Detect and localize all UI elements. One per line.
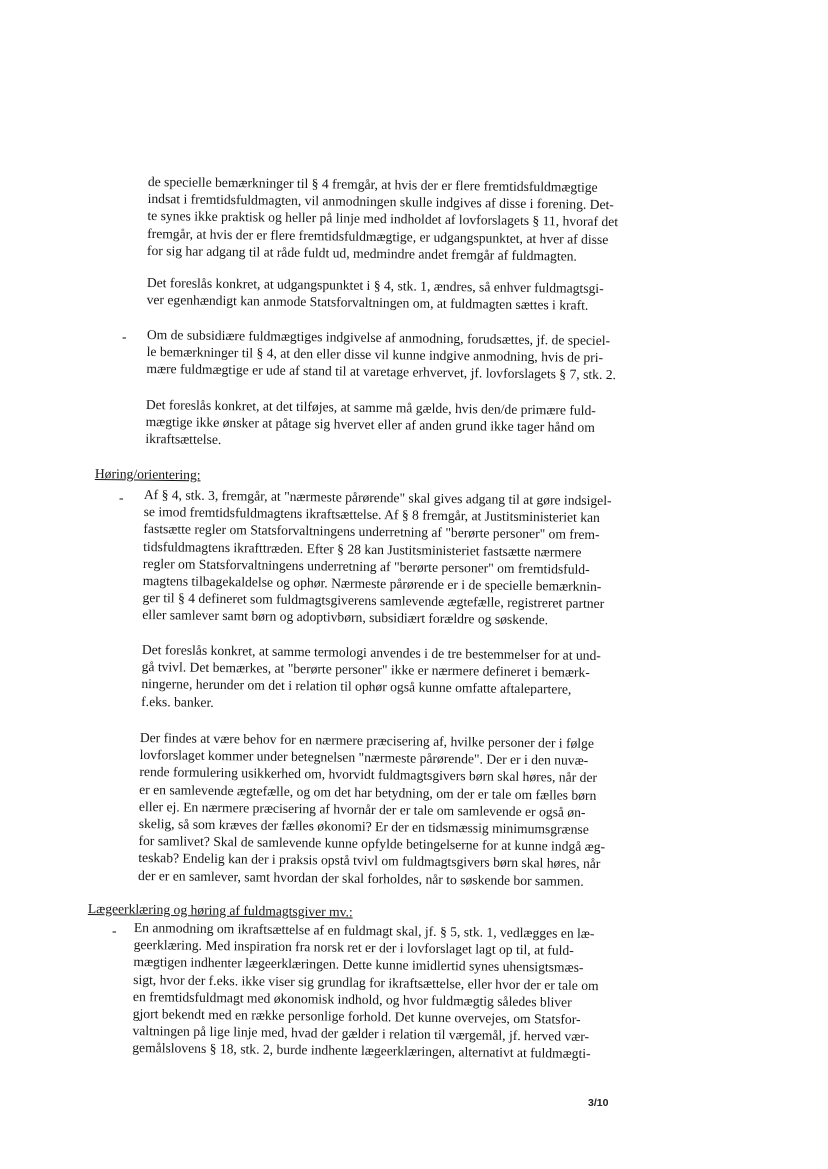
text-line: valtningen på lige linje med, hvad der gælder i relation til værgemål, jf. herved vær- (132, 1023, 590, 1045)
text-line: skelig, så som kræves der fælles økonomi? Er der en tidsmæssig minimumsgrænse (138, 816, 589, 837)
text-line: mære fuldmægtige er ude af stand til at varetage erhvervet, jf. lovforslagets § 7, stk. 2. (146, 361, 617, 383)
text-line: gjort bekendt med en række personlige forhold. Det kunne overvejes, om Statsfor- (132, 1006, 581, 1027)
paragraph (145, 396, 644, 454)
text-line: geerklæring. Med inspiration fra norsk ret er der i lovforslaget lagt op til, at fuld- (133, 937, 574, 958)
text-line: tidsfuldmagtens ikrafttræden. Efter § 28 kan Justitsministeriet fastsætte nærmere (143, 538, 582, 560)
text-line: gå tvivl. Det bemærkes, at "berørte personer" ikke er nærmere defineret i bemærk- (141, 659, 590, 681)
text-line: ningerne, herunder om det i relation til ophør også kunne omfatte aftalepartere, (141, 676, 572, 698)
section-heading: Lægeerklæring og høring af fuldmagtsgiver mv.: (87, 900, 353, 920)
text-line: le bemærkninger til § 4, at den eller disse vil kunne indgive anmodning, hvis de pri- (146, 344, 604, 366)
section-heading: Høring/orientering: (94, 465, 201, 483)
text-line: Det foreslås konkret, at samme termologi anvendes i de tre bestemmelser for at und- (141, 641, 601, 664)
text-line: er en samlevende ægtefælle, og om det har betydning, om der er tale om fælles børn (139, 781, 597, 803)
text-line: f.eks. banker. (141, 693, 214, 710)
paragraph (132, 919, 632, 1063)
text-line: Om de subsidiære fuldmægtiges indgivelse af anmodning, forudsættes, jf. de speciel- (146, 326, 611, 349)
text-line: for sig har adgang til at råde fuldt ud, medmindre andet fremgår af fuldmagten. (146, 242, 577, 264)
paragraph (146, 326, 645, 384)
text-line: eller samlever samt børn og adoptivbørn, subsidiært forældre og søskende. (142, 607, 549, 628)
bullet-marker: - (119, 490, 124, 505)
paragraph (147, 274, 645, 315)
text-line: eller ej. En nærmere præcisering af hvornår der er tale om samlevende er også øn- (138, 798, 586, 820)
text-line: rende formulering usikkerhed om, hvorvidt fuldmagtsgivers børn skal høres, når der (139, 764, 598, 786)
text-line: regler om Statsforvaltningens underretning af "berørte personer" om fremtidsfuld- (142, 555, 590, 577)
text-line: der er en samlever, samt hvordan der skal forholdes, når to søskende bor sammen. (137, 867, 584, 889)
text-line: for samlivet? Skal de samlevende kunne opfylde betingelserne for at kunne indgå æg- (138, 833, 606, 855)
text-line: Af § 4, stk. 3, fremgår, at "nærmeste pårørende" skal gives adgang til at gøre indsigel- (143, 486, 612, 509)
text-line: fastsætte regler om Statsforvaltningens underretning af "berørte personer" om frem- (143, 521, 600, 543)
bullet-marker: - (112, 923, 117, 938)
text-line: teskab? Endelig kan der i praksis opstå tvivl om fuldmagtsgivers børn skal høres, når (138, 850, 601, 872)
text-line: En anmodning om ikraftsættelse af en fuldmagt skal, jf. § 5, stk. 1, vedlægges en læ- (133, 919, 595, 942)
text-line: ikraftsættelse. (145, 431, 222, 448)
text-line: en fremtidsfuldmagt med økonomisk indhold, og hvor fuldmægtig således bliver (132, 988, 572, 1010)
text-line: indsat i fremtidsfuldmagten, vil anmodningen skulle indgives af disse i forening. Det- (147, 191, 614, 213)
text-line: te synes ikke praktisk og heller på linje med indholdet af lovforslagets § 11, hvoraf det (147, 208, 619, 230)
paragraph (142, 486, 642, 630)
paragraph (138, 729, 638, 890)
text-line: mægtige ikke ønsker at påtage sig hvervet eller af anden grund ikke tager hånd om (145, 414, 595, 436)
text-line: gemålslovens § 18, stk. 2, burde indhente lægeerklæringen, alternativt at fuldmægti- (132, 1040, 591, 1062)
text-line: se imod fremtidsfuldmagtens ikraftsættelse. Af § 8 fremgår, at Justitsministeriet kan (143, 504, 601, 526)
text-line: Det foreslås konkret, at udgangspunktet i § 4, stk. 1, ændres, så enhver fuldmagtsgi- (146, 274, 604, 296)
text-line: de specielle bemærkninger til § 4 fremgår, at hvis der er flere fremtidsfuldmægtige (147, 173, 598, 195)
page-number: 3/10 (588, 1097, 609, 1109)
text-line: mægtigen indhenter lægeerklæringen. Dette kunne imidlertid synes uhensigtsmæs- (133, 954, 584, 976)
paragraph (147, 173, 646, 266)
text-line: magtens tilbagekaldelse og ophør. Nærmeste pårørende er i de specielle bemærknin- (142, 573, 602, 595)
text-line: Der findes at være behov for en nærmere præcisering af, hvilke personer der i følge (139, 729, 595, 751)
text-line: lovforslaget kommer under betegnelsen "nærmeste pårørende". Der er i den nuvæ- (139, 747, 589, 769)
text-line: ger til § 4 defineret som fuldmagtsgiverens samlevende ægtefælle, registreret partner (142, 590, 605, 612)
text-line: Det foreslås konkret, at det tilføjes, at samme må gælde, hvis den/de primære fuld- (145, 396, 596, 418)
bullet-marker: - (122, 329, 127, 344)
text-line: sigt, hvor der f.eks. ikke viser sig grundlag for ikraftsættelse, eller hvor der er tale om (133, 971, 599, 993)
text-line: fremgår, at hvis der er flere fremtidsfuldmægtige, er udgangspunktet, at hver af disse (147, 225, 609, 247)
paragraph (141, 641, 640, 716)
text-line: ver egenhændigt kan anmode Statsforvaltningen om, at fuldmagten sættes i kraft. (146, 292, 589, 313)
